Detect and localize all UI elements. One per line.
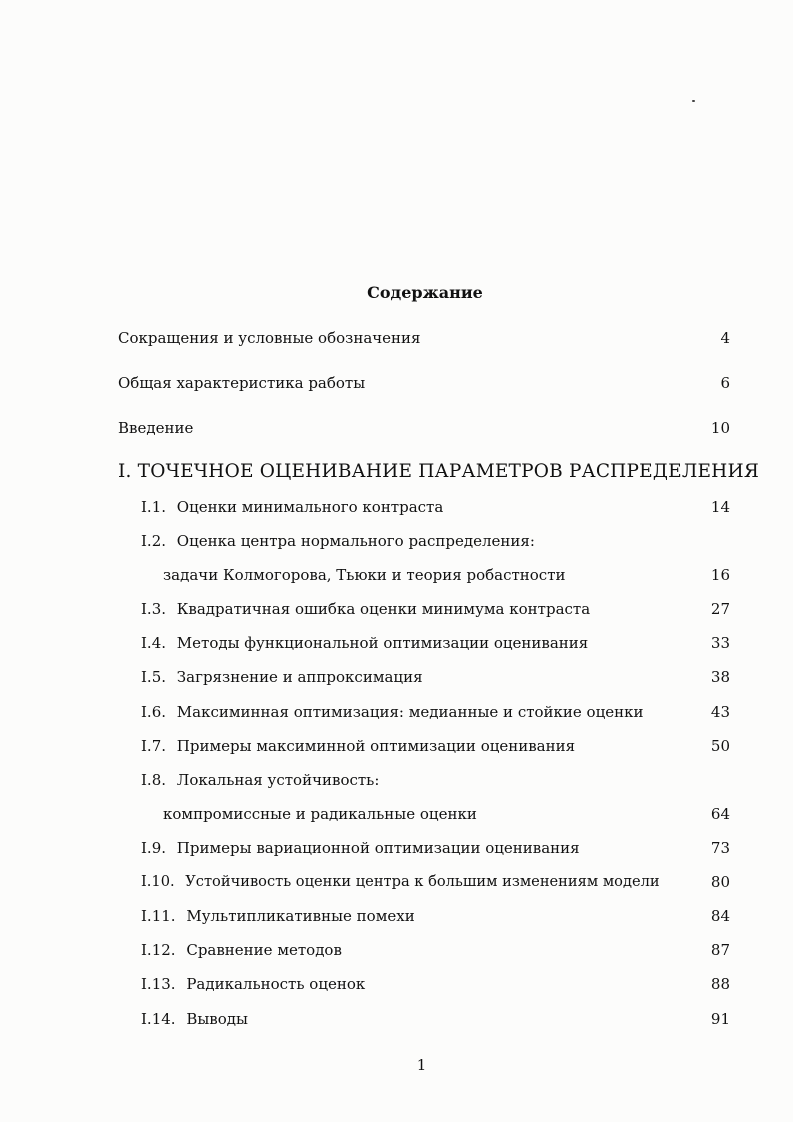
toc-page-number: 87	[710, 941, 730, 959]
section-number: I.9.	[141, 839, 167, 857]
toc-section	[141, 975, 365, 993]
toc-page-number: 27	[710, 600, 730, 618]
toc-section	[141, 668, 423, 686]
toc-page-number: 6	[720, 374, 730, 392]
section-number: I.4.	[141, 634, 167, 652]
toc-page-number: 91	[710, 1010, 730, 1028]
toc-section	[141, 1010, 248, 1028]
section-title: Методы функциональной оптимизации оценивания	[176, 634, 589, 652]
section-title: Сравнение методов	[186, 941, 342, 959]
toc-page-number: 33	[710, 634, 730, 652]
section-title: Примеры вариационной оптимизации оценивания	[176, 839, 580, 857]
toc-page-number: 14	[710, 498, 730, 516]
section-title: Загрязнение и аппроксимация	[176, 668, 423, 686]
section-title: Оценка центра нормального распределения:	[176, 532, 535, 550]
section-number: I.3.	[141, 600, 167, 618]
toc-page-number: 43	[710, 703, 730, 721]
folio-page-number: 1	[416, 1056, 427, 1074]
toc-title: Содержание	[367, 283, 483, 302]
chapter-heading: I. ТОЧЕЧНОЕ ОЦЕНИВАНИЕ ПАРАМЕТРОВ РАСПРЕДЕЛЕНИЯ	[118, 461, 759, 482]
toc-page-number: 50	[710, 737, 730, 755]
toc-section	[141, 839, 580, 857]
section-number: I.13.	[141, 975, 176, 993]
section-title: Квадратичная ошибка оценки минимума контраста	[176, 600, 591, 618]
section-number: I.12.	[141, 941, 176, 959]
toc-section	[141, 873, 660, 890]
section-number: I.6.	[141, 703, 167, 721]
toc-page-number: 16	[710, 566, 730, 584]
toc-section	[141, 737, 575, 755]
toc-entry: Введение	[118, 419, 194, 437]
section-title: Оценки минимального контраста	[176, 498, 444, 516]
toc-page-number: 64	[710, 805, 730, 823]
toc-page-number: 80	[710, 873, 730, 891]
section-number: I.2.	[141, 532, 167, 550]
toc-page-number: 84	[710, 907, 730, 925]
section-title: Устойчивость оценки центра к большим изменениям модели	[185, 873, 660, 890]
toc-section	[141, 498, 443, 516]
toc-page-number: 10	[710, 419, 730, 437]
section-number: I.10.	[141, 873, 175, 890]
toc-section	[141, 634, 588, 652]
section-title-continuation: компромиссные и радикальные оценки	[163, 805, 477, 823]
toc-section	[141, 703, 643, 721]
toc-section	[141, 532, 535, 550]
toc-section	[141, 907, 415, 925]
section-number: I.1.	[141, 498, 167, 516]
section-title: Мультипликативные помехи	[186, 907, 415, 925]
section-number: I.11.	[141, 907, 176, 925]
section-title: Радикальность оценок	[186, 975, 366, 993]
toc-page-number: 38	[710, 668, 730, 686]
section-number: I.7.	[141, 737, 167, 755]
scan-speck	[692, 100, 695, 102]
toc-section	[141, 941, 342, 959]
toc-page-number: 4	[720, 329, 730, 347]
toc-section	[141, 771, 379, 789]
section-number: I.14.	[141, 1010, 176, 1028]
section-number: I.8.	[141, 771, 167, 789]
section-title: Примеры максиминной оптимизации оценивания	[176, 737, 576, 755]
section-title: Максиминная оптимизация: медианные и стойкие оценки	[176, 703, 644, 721]
section-title-continuation: задачи Колмогорова, Тьюки и теория робастности	[163, 566, 566, 584]
toc-entry: Общая характеристика работы	[118, 374, 366, 392]
toc-page-number: 73	[710, 839, 730, 857]
toc-entry: Сокращения и условные обозначения	[118, 329, 421, 347]
section-number: I.5.	[141, 668, 167, 686]
section-title: Выводы	[186, 1010, 248, 1028]
toc-section	[141, 600, 590, 618]
section-title: Локальная устойчивость:	[176, 771, 380, 789]
toc-page-number: 88	[710, 975, 730, 993]
